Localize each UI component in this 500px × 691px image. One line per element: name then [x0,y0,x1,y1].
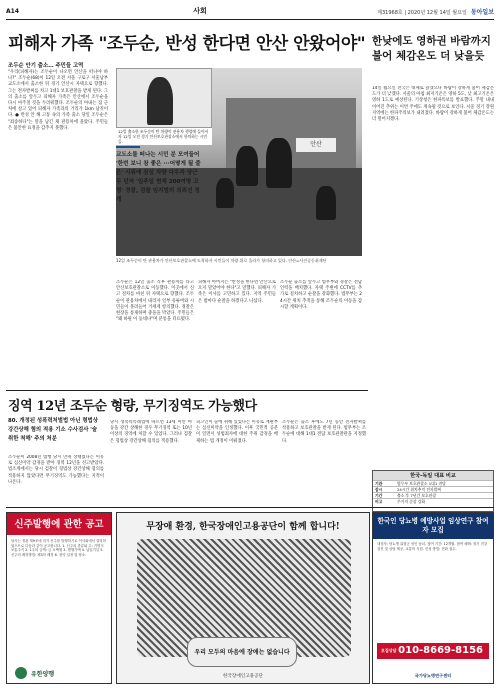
pull-quote [116,146,202,205]
ad2-title: 무장애 환경, 한국장애인고용공단이 함께 합니다! [146,522,340,532]
ad-share-issuance-notice[interactable] [6,512,112,684]
pull-quote-text: 교도소를 떠나는 시민 분 모여들어 '한번 보니 참 좋은 ···어떻게 될 줄은' 시위에 잠실 차량 다우자 당근 두 던져 '일주일 현재 200여명 고정' 경찰, 검찰 임지범의 의뢰선 정개 [116,152,201,203]
pull-quote-bar [116,146,140,148]
ad1-logo [15,667,103,679]
info-box-key: 비고 [375,499,383,504]
info-box-key: 기관 [375,481,383,486]
main-story-column-4: 조두순 출소를 앞두고 법무부와 경찰은 전담 인력을 배치했다. 자택 주변에 CCTV를 추가로 설치하고 순찰을 강화했다. 법무부는 24시간 위치 추적을 통해 조두순의 이동을 감시할 계획이다. [280,280,362,310]
inset-photo [116,68,212,128]
ad3-footer: 국가당뇨병연구센터 [414,673,452,678]
ads-divider [6,507,494,508]
info-box-key: 감시 [375,487,383,492]
ad-diabetes-study[interactable] [372,512,494,684]
ad2-hand-message: 우리 모두의 마음에 장애는 없습니다 [187,637,297,667]
ad-disability-employment[interactable] [116,512,370,684]
page-header [6,4,494,18]
ad3-phone-label: 모집상담 [381,648,397,653]
main-story-column-1 [8,62,108,382]
photo-caption: 12일 조두순이 탄 관용차가 안산보호관찰소에 도착하자 시민들이 차량 위로 올라가 항의하고 있다. 안산=사진공동취재단 [116,258,327,263]
ad1-headline: 신주발행에 관한 공고 [7,513,111,535]
issue-date: 제31968호 | 2020년 12월 14일 월요일 [377,9,467,16]
second-story-column-2: 당시 성폭력특례법에 따르면 13세 미만 아동을 강간 상해한 경우 무기징역 또는 10년 이상의 징역에 처할 수 있었다. 그러나 검찰은 형법상 강간상해 혐의를 적용했다. [110,420,192,444]
photo-person [266,138,292,188]
info-box-value: 주거지 순찰 강화 [397,499,426,504]
second-story-column-4: 조두순은 출소 후에도 7년 동안 전자발찌를 착용하고 보호관찰을 받게 된다. 법무부는 조두순에 대해 1대1 전담 보호관찰관을 지정했다. [282,420,366,444]
main-headline: 피해자 가족 "조두순, 반성 한다면 안산 안왔어야" [8,34,366,54]
main-story-column-2: 조두순은 12일 출소 직후 관용차를 타고 안산보호관찰소로 이동했다. 이곳에서 신고 절차를 마친 뒤 자택으로 향했다. 조두순이 관용차에서 내리자 일부 유튜버와 시민들이 몰려들어 거세게 항의했다. 경찰은 현장을 통제하며 충돌을 막았다. 주민들은 "왜 하필 이 동네냐"며 분통을 터뜨렸다. [116,280,194,323]
info-box-title: 한국-독일 대표 비교 [373,471,493,480]
info-box-row [373,498,493,504]
ad2-organization: 한국장애인고용공단 [223,674,263,679]
header-rule [6,19,494,20]
main-col1-text: "우리(피해자)는 조두순이 나오면 안산을 떠나야 하나?" 조두순(68)이 12일 오전 서울 구로구 서울남부교도소에서 출소한 뒤 경기 안산시 자택으로 향했다. 그는 전자발찌를 차고 1대1 보호관찰을 받게 된다. 그의 출소를 앞두고 피해자 가족은 안산에서 조두순을 다시 마주칠 것을 두려워했다. 조두순의 아내는 집 근처에 살고 있어 피해자 가족과의 거리가 1km 남짓이다. ● 반성 안 해 고통 속의 가족 출소 당일 조두순은 "죄송하다"는 말을 남긴 채 관용차에 올랐다. 주민들은 불안한 표정을 감추지 못했다. [8,70,108,131]
inset-caption: 12일 출소한 조두순이 탄 차량이 관용차 행렬에 들어서자 12일 오전 경기 안산보호관찰소에서 항의하는 시민들. [116,128,212,145]
photo-person [316,186,336,220]
page-number: A14 [6,7,19,15]
issue-meta [334,7,494,16]
info-box-value: 24시간 위치추적 전자발찌 [397,487,441,492]
inset-person [147,77,173,125]
section-name: 사회 [193,7,207,15]
second-headline: 징역 12년 조두순 형량, 무기징역도 가능했다 [8,399,257,414]
second-deck: 80. 개정된 성폭력처벌법 아닌 형법상 강간상해 혐의 적용 기소 수사검사 '술 취한 척해' 주의 처분 [8,418,98,442]
ad1-logo-text: 유한양행 [31,670,55,678]
ad3-phone-number: 010-8669-8156 [398,645,483,656]
second-story-column-3: 피고인이 술에 취해 있었다는 이유로 재판부는 심신미약을 인정했다. 이후 국민적 공분이 일면서 성범죄자에 대한 주취 감경을 배제하는 법 개정이 이뤄졌다. [196,420,278,444]
ad3-phone[interactable] [377,643,489,659]
main-story-column-3: 피해자 아버지는 "반성을 한다면 안산으로 오지 말았어야 한다"고 말했다. 피해자 가족은 이사를 고민하고 있다. 지역 주민들은 밤마다 순찰을 하겠다고 나섰다. [198,280,276,304]
ad3-body: 대상자: 당뇨병 위험군 성인 남녀. 참여 기간: 12개월. 참여 혜택: 정기 건강검진 및 상담 제공, 교통비 지원. 신청 방법: 전화 접수. [377,542,488,551]
newspaper-brand[interactable]: 동아일보 [470,8,494,16]
info-box-row [373,480,493,486]
info-box-value: 법무부 보호관찰소 1대1 전담 [397,481,446,486]
photo-person [236,146,258,186]
sidebar-headline: 한낮에도 영하권 바람까지 불어 체감온도 더 낮을듯 [372,35,491,62]
company-logo-icon [15,667,27,679]
photo-sign: 안산 [296,138,336,152]
info-box-key: 기간 [375,493,383,498]
ad1-body: 당사는 정관 제9조에 의거 신주를 발행하기로 이사회에서 결의하였으므로 다음과 같이 공고합니다. 1. 신주의 종류와 수: 기명식 보통주식 2. 1주의 금액: 금 오백원 3. 발행가액 4. 납입기일 5. 신주의 배정방법: 제3자 배정 6. 청약 일정 및 장소. [11,539,106,557]
main-subhead: 조두순 안기 출소… 주민들 고역 [8,63,84,69]
section-divider [6,390,368,391]
info-box-row [373,486,493,492]
photo-person [216,178,234,208]
info-box-row [373,492,493,498]
second-story-column-1: 조두순이 2008년 범행 당시 만취 상태였다는 이유로 심신미약 감경을 받아 징역 12년을 선고받았다. 법조계에서는 당시 검찰이 형법상 강간상해 혐의를 적용하지 않았다면 무기징역도 가능했다는 지적이 나온다. [8,455,104,485]
info-box [372,470,494,512]
sidebar-body: 14일 월요일 전국은 대체로 맑겠으나 바람이 강하게 불어 체감온도가 더 낮겠다. 서울의 아침 최저기온은 영하 5도, 낮 최고기온은 영하 1도로 예상된다. 기상청은 한파특보를 발표했다. 주말 내내 이어진 추위는 이번 주에도 계속될 것으로 보인다. 서울 경기 강원 지역에는 한파주의보가 내려졌다. 바람이 강하게 불어 체감온도는 더 떨어지겠다. [372,86,494,123]
ad3-header: 한국인 당뇨병 예방사업 임상연구 참여자 모집 [373,513,493,539]
info-box-value: 출소 후 7년간 보호관찰 [397,493,437,498]
